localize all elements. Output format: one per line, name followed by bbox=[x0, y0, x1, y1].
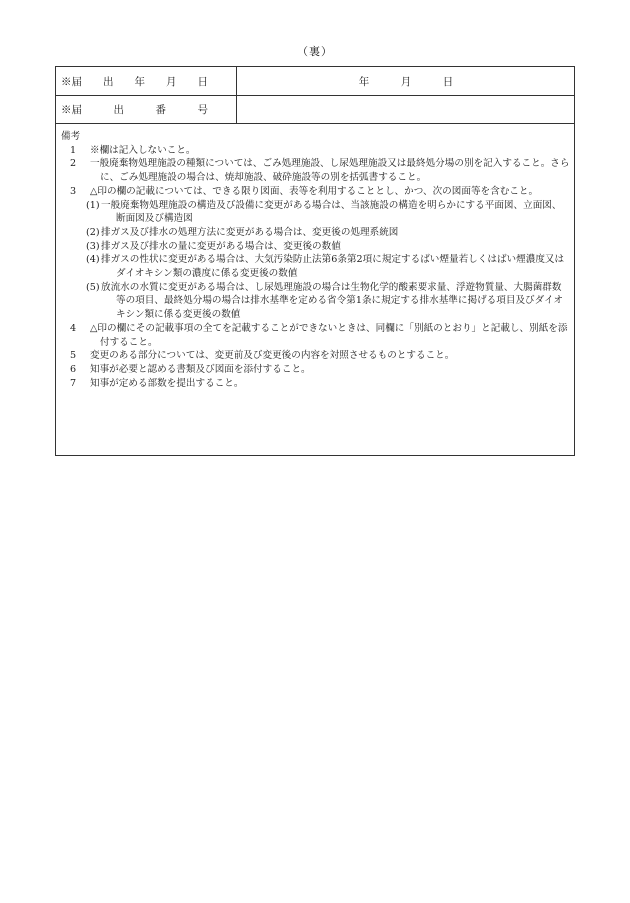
submission-date-field[interactable]: 年 月 日 bbox=[358, 76, 454, 88]
note-number: 4 bbox=[70, 322, 77, 334]
note-subtext: 排ガス及び排水の処理方法に変更がある場合は、変更後の処理系統図 bbox=[101, 226, 399, 238]
note-subnumber: (4) bbox=[86, 254, 100, 266]
note-text: △印の欄にその記載事項の全てを記載することができないときは、同欄に「別紙のとおり」と記載し、別紙を添付すること。 bbox=[90, 322, 568, 348]
note-subtext: 一般廃棄物処理施設の構造及び設備に変更がある場合は、当該施設の構造を明らかにする平面図、立面図、断面図及び構造図 bbox=[101, 199, 562, 225]
note-subnumber: (2) bbox=[86, 226, 100, 238]
notes-section bbox=[61, 130, 571, 390]
note-subitem bbox=[61, 281, 571, 322]
note-item bbox=[61, 157, 571, 184]
note-subtext: 排ガスの性状に変更がある場合は、大気汚染防止法第6条第2項に規定するばい煙量若しくはばい煙濃度又はダイオキシン類の濃度に係る変更後の数値 bbox=[101, 254, 565, 280]
note-subtext: 放流水の水質に変更がある場合は、し尿処理施設の場合は生物化学的酸素要求量、浮遊物質量、大腸菌群数等の項目、最終処分場の場合は排水基準を定める省令第1条に規定する排水基準に掲げる項目及びダイオキシン類に係る変更後の数値 bbox=[101, 281, 563, 321]
note-item bbox=[61, 349, 571, 363]
note-subnumber: (5) bbox=[86, 281, 100, 293]
note-number: 6 bbox=[70, 363, 77, 375]
note-subnumber: (3) bbox=[86, 240, 100, 252]
note-number: 7 bbox=[70, 377, 77, 389]
column-divider bbox=[236, 67, 237, 124]
submission-number-row bbox=[56, 96, 574, 124]
note-text: 一般廃棄物処理施設の種類については、ごみ処理施設、し尿処理施設又は最終処分場の別を記入すること。さらに、ごみ処理施設の場合は、焼却施設、破砕施設等の別を括弧書すること。 bbox=[90, 158, 570, 184]
submission-date-row bbox=[56, 67, 574, 96]
note-number: 2 bbox=[70, 158, 77, 170]
form-table bbox=[55, 66, 575, 456]
note-number: 3 bbox=[70, 185, 77, 197]
note-item bbox=[61, 322, 571, 349]
note-text: △印の欄の記載については、できる限り図面、表等を利用することとし、かつ、次の図面等を含むこと。 bbox=[90, 185, 539, 197]
note-number: 5 bbox=[70, 350, 77, 362]
note-text: 知事が必要と認める書類及び図面を添付すること。 bbox=[90, 363, 311, 375]
note-subtext: 排ガス及び排水の量に変更がある場合は、変更後の数値 bbox=[101, 240, 341, 252]
notes-heading: 備考 bbox=[61, 131, 81, 142]
note-subnumber: (1) bbox=[86, 199, 100, 211]
submission-date-label: ※届 出 年 月 日 bbox=[61, 76, 208, 88]
note-item bbox=[61, 363, 571, 377]
note-item bbox=[61, 144, 571, 158]
note-text: 変更のある部分については、変更前及び変更後の内容を対照させるものとすること。 bbox=[90, 350, 455, 362]
note-subitem bbox=[61, 253, 571, 280]
note-text: ※欄は記入しないこと。 bbox=[90, 144, 196, 156]
note-subitem bbox=[61, 226, 571, 240]
note-subitem bbox=[61, 240, 571, 254]
submission-number-label: ※届 出 番 号 bbox=[61, 104, 208, 116]
note-subitem bbox=[61, 199, 571, 226]
note-item bbox=[61, 377, 571, 391]
note-item bbox=[61, 185, 571, 199]
page-title: （裏） bbox=[297, 45, 333, 58]
note-number: 1 bbox=[70, 144, 77, 156]
note-text: 知事が定める部数を提出すること。 bbox=[90, 377, 244, 389]
